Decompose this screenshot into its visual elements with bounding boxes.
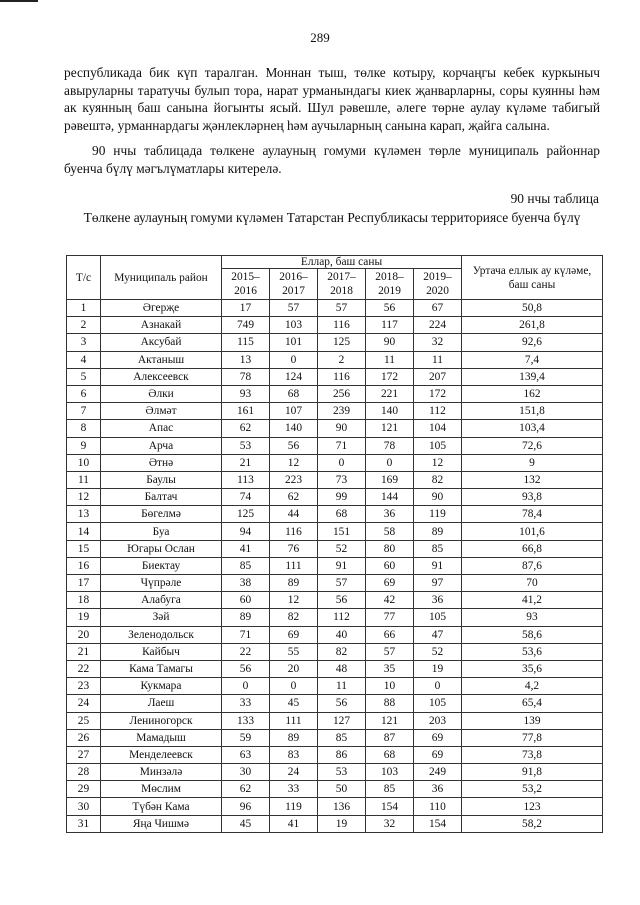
header-year: 2016–2017 <box>270 269 318 300</box>
table-row <box>67 300 603 317</box>
table-row <box>67 609 603 626</box>
table-row <box>67 746 603 763</box>
cell-district: Аксубай <box>101 334 222 351</box>
cell-year-value: 93 <box>222 385 270 402</box>
cell-year-value: 33 <box>270 781 318 798</box>
header-year: 2017–2018 <box>318 269 366 300</box>
cell-year-value: 83 <box>270 746 318 763</box>
cell-district: Кукмара <box>101 678 222 695</box>
cell-year-value: 144 <box>366 489 414 506</box>
cell-num: 8 <box>67 420 101 437</box>
cell-year-value: 74 <box>222 489 270 506</box>
cell-avg: 72,6 <box>462 437 603 454</box>
cell-year-value: 17 <box>222 300 270 317</box>
cell-year-value: 12 <box>270 454 318 471</box>
cell-year-value: 69 <box>414 729 462 746</box>
cell-district: Лениногорск <box>101 712 222 729</box>
cell-avg: 139,4 <box>462 368 603 385</box>
cell-year-value: 57 <box>366 643 414 660</box>
cell-avg: 41,2 <box>462 592 603 609</box>
cell-year-value: 32 <box>414 334 462 351</box>
table-header-row-1 <box>67 256 603 269</box>
cell-num: 29 <box>67 781 101 798</box>
cell-year-value: 88 <box>366 695 414 712</box>
page-number: 289 <box>310 30 330 45</box>
table-row <box>67 764 603 781</box>
cell-year-value: 85 <box>222 557 270 574</box>
cell-year-value: 10 <box>366 678 414 695</box>
cell-year-value: 13 <box>222 351 270 368</box>
cell-year-value: 36 <box>366 506 414 523</box>
cell-year-value: 89 <box>414 523 462 540</box>
cell-year-value: 113 <box>222 471 270 488</box>
cell-year-value: 105 <box>414 695 462 712</box>
cell-year-value: 133 <box>222 712 270 729</box>
cell-district: Әлки <box>101 385 222 402</box>
cell-avg: 162 <box>462 385 603 402</box>
cell-num: 23 <box>67 678 101 695</box>
data-table <box>66 255 603 833</box>
cell-year-value: 2 <box>318 351 366 368</box>
cell-avg: 4,2 <box>462 678 603 695</box>
cell-year-value: 101 <box>270 334 318 351</box>
cell-year-value: 203 <box>414 712 462 729</box>
cell-avg: 77,8 <box>462 729 603 746</box>
table-row <box>67 540 603 557</box>
cell-year-value: 117 <box>366 317 414 334</box>
cell-district: Әлмәт <box>101 403 222 420</box>
cell-avg: 87,6 <box>462 557 603 574</box>
cell-year-value: 90 <box>366 334 414 351</box>
cell-avg: 53,6 <box>462 643 603 660</box>
cell-avg: 261,8 <box>462 317 603 334</box>
cell-year-value: 57 <box>318 575 366 592</box>
cell-year-value: 69 <box>414 746 462 763</box>
cell-year-value: 116 <box>318 317 366 334</box>
cell-num: 3 <box>67 334 101 351</box>
cell-num: 17 <box>67 575 101 592</box>
table-caption: Төлкене аулауның гомуми күләмен Татарстан Республикасы территориясе буенча бүлү <box>83 210 581 225</box>
cell-year-value: 62 <box>222 420 270 437</box>
cell-year-value: 0 <box>222 678 270 695</box>
table-row <box>67 368 603 385</box>
table-row <box>67 489 603 506</box>
paragraph-1: республикада бик күп таралган. Моннан тыш, төлке котыру, корчаңгы кебек куркыныч авыруларны таратучы булып тора, нарат урманындагы киек җанварларны, соры куянны һәм ак куянның баш санына йогынты ясый. Шул рәвешле, әлеге төрне аулау күләме табигый рәвештә, урманнардагы җәнлекләрнең һәм аучыларның санына карап, җайга салына. <box>64 65 600 133</box>
cell-year-value: 249 <box>414 764 462 781</box>
cell-year-value: 154 <box>366 798 414 815</box>
table-row <box>67 351 603 368</box>
cell-year-value: 66 <box>366 626 414 643</box>
cell-year-value: 57 <box>318 300 366 317</box>
cell-year-value: 89 <box>270 575 318 592</box>
cell-year-value: 140 <box>270 420 318 437</box>
cell-year-value: 110 <box>414 798 462 815</box>
cell-year-value: 0 <box>270 678 318 695</box>
cell-year-value: 0 <box>366 454 414 471</box>
cell-avg: 103,4 <box>462 420 603 437</box>
table-row <box>67 592 603 609</box>
cell-year-value: 97 <box>414 575 462 592</box>
cell-district: Бөгелмә <box>101 506 222 523</box>
cell-year-value: 38 <box>222 575 270 592</box>
cell-year-value: 89 <box>270 729 318 746</box>
cell-year-value: 62 <box>270 489 318 506</box>
cell-year-value: 56 <box>318 592 366 609</box>
table-row <box>67 626 603 643</box>
cell-district: Кама Тамагы <box>101 660 222 677</box>
table-row <box>67 420 603 437</box>
header-num: Т/с <box>67 256 101 300</box>
cell-year-value: 85 <box>414 540 462 557</box>
cell-year-value: 52 <box>414 643 462 660</box>
cell-avg: 123 <box>462 798 603 815</box>
cell-avg: 66,8 <box>462 540 603 557</box>
cell-year-value: 0 <box>318 454 366 471</box>
cell-year-value: 207 <box>414 368 462 385</box>
cell-year-value: 36 <box>414 592 462 609</box>
cell-num: 13 <box>67 506 101 523</box>
cell-num: 1 <box>67 300 101 317</box>
cell-num: 31 <box>67 815 101 832</box>
cell-year-value: 111 <box>270 712 318 729</box>
cell-district: Зәй <box>101 609 222 626</box>
table-row <box>67 712 603 729</box>
cell-year-value: 0 <box>270 351 318 368</box>
cell-year-value: 239 <box>318 403 366 420</box>
cell-num: 26 <box>67 729 101 746</box>
cell-year-value: 45 <box>270 695 318 712</box>
cell-year-value: 116 <box>270 523 318 540</box>
cell-num: 5 <box>67 368 101 385</box>
table-row <box>67 557 603 574</box>
cell-year-value: 19 <box>318 815 366 832</box>
cell-year-value: 105 <box>414 437 462 454</box>
cell-year-value: 19 <box>414 660 462 677</box>
cell-year-value: 116 <box>318 368 366 385</box>
cell-avg: 91,8 <box>462 764 603 781</box>
cell-year-value: 140 <box>366 403 414 420</box>
cell-district: Менделеевск <box>101 746 222 763</box>
cell-year-value: 223 <box>270 471 318 488</box>
cell-num: 4 <box>67 351 101 368</box>
cell-year-value: 103 <box>270 317 318 334</box>
table-row <box>67 506 603 523</box>
cell-avg: 73,8 <box>462 746 603 763</box>
cell-year-value: 127 <box>318 712 366 729</box>
table-row <box>67 385 603 402</box>
cell-district: Арча <box>101 437 222 454</box>
cell-year-value: 21 <box>222 454 270 471</box>
cell-year-value: 48 <box>318 660 366 677</box>
cell-avg: 53,2 <box>462 781 603 798</box>
cell-year-value: 52 <box>318 540 366 557</box>
cell-num: 20 <box>67 626 101 643</box>
cell-year-value: 63 <box>222 746 270 763</box>
table-row <box>67 643 603 660</box>
cell-year-value: 112 <box>414 403 462 420</box>
cell-num: 25 <box>67 712 101 729</box>
cell-year-value: 53 <box>318 764 366 781</box>
cell-avg: 7,4 <box>462 351 603 368</box>
cell-year-value: 76 <box>270 540 318 557</box>
cell-avg: 70 <box>462 575 603 592</box>
cell-year-value: 69 <box>270 626 318 643</box>
cell-year-value: 103 <box>366 764 414 781</box>
cell-year-value: 119 <box>270 798 318 815</box>
cell-year-value: 82 <box>318 643 366 660</box>
cell-year-value: 256 <box>318 385 366 402</box>
cell-year-value: 36 <box>414 781 462 798</box>
cell-avg: 139 <box>462 712 603 729</box>
table-row <box>67 729 603 746</box>
cell-avg: 58,2 <box>462 815 603 832</box>
cell-avg: 92,6 <box>462 334 603 351</box>
cell-year-value: 56 <box>270 437 318 454</box>
table-label: 90 нчы таблица <box>510 191 599 206</box>
cell-year-value: 62 <box>222 781 270 798</box>
cell-num: 27 <box>67 746 101 763</box>
cell-year-value: 78 <box>222 368 270 385</box>
cell-year-value: 80 <box>366 540 414 557</box>
cell-year-value: 749 <box>222 317 270 334</box>
cell-year-value: 87 <box>366 729 414 746</box>
cell-year-value: 68 <box>318 506 366 523</box>
cell-year-value: 121 <box>366 712 414 729</box>
cell-avg: 93,8 <box>462 489 603 506</box>
cell-avg: 9 <box>462 454 603 471</box>
cell-num: 6 <box>67 385 101 402</box>
cell-num: 28 <box>67 764 101 781</box>
cell-year-value: 77 <box>366 609 414 626</box>
cell-district: Кайбыч <box>101 643 222 660</box>
cell-num: 21 <box>67 643 101 660</box>
table-row <box>67 471 603 488</box>
cell-year-value: 121 <box>366 420 414 437</box>
cell-num: 18 <box>67 592 101 609</box>
table-row <box>67 334 603 351</box>
cell-avg: 93 <box>462 609 603 626</box>
cell-district: Әгерҗе <box>101 300 222 317</box>
cell-num: 11 <box>67 471 101 488</box>
cell-year-value: 154 <box>414 815 462 832</box>
cell-year-value: 42 <box>366 592 414 609</box>
cell-year-value: 47 <box>414 626 462 643</box>
cell-num: 9 <box>67 437 101 454</box>
cell-avg: 65,4 <box>462 695 603 712</box>
table-row <box>67 454 603 471</box>
cell-avg: 35,6 <box>462 660 603 677</box>
cell-year-value: 53 <box>222 437 270 454</box>
cell-year-value: 56 <box>318 695 366 712</box>
cell-year-value: 94 <box>222 523 270 540</box>
cell-year-value: 22 <box>222 643 270 660</box>
cell-year-value: 82 <box>414 471 462 488</box>
cell-num: 2 <box>67 317 101 334</box>
cell-year-value: 56 <box>222 660 270 677</box>
cell-district: Актаныш <box>101 351 222 368</box>
cell-num: 14 <box>67 523 101 540</box>
table-row <box>67 660 603 677</box>
cell-avg: 78,4 <box>462 506 603 523</box>
cell-year-value: 71 <box>318 437 366 454</box>
cell-year-value: 119 <box>414 506 462 523</box>
header-year: 2019–2020 <box>414 269 462 300</box>
cell-district: Алексеевск <box>101 368 222 385</box>
cell-num: 30 <box>67 798 101 815</box>
cell-year-value: 91 <box>318 557 366 574</box>
cell-year-value: 172 <box>366 368 414 385</box>
cell-year-value: 85 <box>318 729 366 746</box>
cell-year-value: 91 <box>414 557 462 574</box>
cell-avg: 132 <box>462 471 603 488</box>
cell-year-value: 32 <box>366 815 414 832</box>
cell-district: Мамадыш <box>101 729 222 746</box>
table-row <box>67 437 603 454</box>
header-avg: Уртача еллык ау күләме, баш саны <box>462 256 603 300</box>
cell-year-value: 69 <box>366 575 414 592</box>
cell-district: Баулы <box>101 471 222 488</box>
cell-year-value: 90 <box>414 489 462 506</box>
cell-year-value: 55 <box>270 643 318 660</box>
cell-year-value: 82 <box>270 609 318 626</box>
cell-year-value: 224 <box>414 317 462 334</box>
cell-year-value: 41 <box>222 540 270 557</box>
cell-num: 19 <box>67 609 101 626</box>
cell-district: Апас <box>101 420 222 437</box>
cell-num: 16 <box>67 557 101 574</box>
cell-year-value: 60 <box>366 557 414 574</box>
cell-year-value: 125 <box>222 506 270 523</box>
cell-year-value: 99 <box>318 489 366 506</box>
header-year: 2015–2016 <box>222 269 270 300</box>
cell-year-value: 60 <box>222 592 270 609</box>
cell-year-value: 67 <box>414 300 462 317</box>
cell-year-value: 172 <box>414 385 462 402</box>
cell-avg: 101,6 <box>462 523 603 540</box>
cell-year-value: 111 <box>270 557 318 574</box>
cell-district: Яңа Чишмә <box>101 815 222 832</box>
cell-year-value: 50 <box>318 781 366 798</box>
cell-district: Биектау <box>101 557 222 574</box>
cell-avg: 151,8 <box>462 403 603 420</box>
cell-district: Мөслим <box>101 781 222 798</box>
cell-year-value: 68 <box>366 746 414 763</box>
cell-year-value: 12 <box>270 592 318 609</box>
cell-year-value: 0 <box>414 678 462 695</box>
cell-year-value: 96 <box>222 798 270 815</box>
header-years-group: Еллар, баш саны <box>222 256 462 269</box>
cell-year-value: 161 <box>222 403 270 420</box>
cell-year-value: 12 <box>414 454 462 471</box>
cell-year-value: 68 <box>270 385 318 402</box>
cell-year-value: 107 <box>270 403 318 420</box>
table-row <box>67 678 603 695</box>
cell-year-value: 56 <box>366 300 414 317</box>
cell-year-value: 125 <box>318 334 366 351</box>
cell-year-value: 169 <box>366 471 414 488</box>
cell-year-value: 71 <box>222 626 270 643</box>
cell-district: Түбән Кама <box>101 798 222 815</box>
cell-num: 10 <box>67 454 101 471</box>
cell-year-value: 58 <box>366 523 414 540</box>
cell-district: Азнакай <box>101 317 222 334</box>
cell-year-value: 221 <box>366 385 414 402</box>
cell-year-value: 57 <box>270 300 318 317</box>
cell-num: 24 <box>67 695 101 712</box>
cell-district: Алабуга <box>101 592 222 609</box>
cell-district: Әтнә <box>101 454 222 471</box>
table-row <box>67 695 603 712</box>
cell-num: 12 <box>67 489 101 506</box>
cell-year-value: 40 <box>318 626 366 643</box>
cell-year-value: 124 <box>270 368 318 385</box>
table-row <box>67 317 603 334</box>
header-year: 2018–2019 <box>366 269 414 300</box>
cell-year-value: 112 <box>318 609 366 626</box>
cell-year-value: 30 <box>222 764 270 781</box>
table-row <box>67 575 603 592</box>
cell-district: Минзәлә <box>101 764 222 781</box>
cell-year-value: 104 <box>414 420 462 437</box>
cell-year-value: 11 <box>414 351 462 368</box>
paragraph-2: 90 нчы таблицада төлкене аулауның гомуми күләмен төрле муниципаль районнар буенча бүлү мәгълүматлары китерелә. <box>64 143 600 176</box>
cell-year-value: 136 <box>318 798 366 815</box>
header-district: Муниципаль район <box>101 256 222 300</box>
cell-year-value: 151 <box>318 523 366 540</box>
cell-year-value: 45 <box>222 815 270 832</box>
cell-year-value: 89 <box>222 609 270 626</box>
table-body <box>67 300 603 833</box>
cell-district: Югары Ослан <box>101 540 222 557</box>
cell-year-value: 115 <box>222 334 270 351</box>
cell-district: Буа <box>101 523 222 540</box>
table-row <box>67 523 603 540</box>
cell-num: 22 <box>67 660 101 677</box>
cell-num: 15 <box>67 540 101 557</box>
cell-year-value: 105 <box>414 609 462 626</box>
cell-year-value: 86 <box>318 746 366 763</box>
cell-year-value: 35 <box>366 660 414 677</box>
cell-year-value: 44 <box>270 506 318 523</box>
cell-year-value: 20 <box>270 660 318 677</box>
cell-year-value: 24 <box>270 764 318 781</box>
cell-year-value: 85 <box>366 781 414 798</box>
table-row <box>67 781 603 798</box>
cell-avg: 58,6 <box>462 626 603 643</box>
cell-num: 7 <box>67 403 101 420</box>
cell-year-value: 73 <box>318 471 366 488</box>
cell-year-value: 11 <box>366 351 414 368</box>
cell-year-value: 11 <box>318 678 366 695</box>
cell-district: Балтач <box>101 489 222 506</box>
table-row <box>67 798 603 815</box>
cell-year-value: 41 <box>270 815 318 832</box>
cell-year-value: 90 <box>318 420 366 437</box>
cell-avg: 50,8 <box>462 300 603 317</box>
cell-year-value: 78 <box>366 437 414 454</box>
corner-scan-mark <box>0 0 38 6</box>
table-row <box>67 403 603 420</box>
cell-year-value: 59 <box>222 729 270 746</box>
table-row <box>67 815 603 832</box>
cell-year-value: 33 <box>222 695 270 712</box>
cell-district: Зеленодольск <box>101 626 222 643</box>
cell-district: Чүпрәле <box>101 575 222 592</box>
cell-district: Лаеш <box>101 695 222 712</box>
